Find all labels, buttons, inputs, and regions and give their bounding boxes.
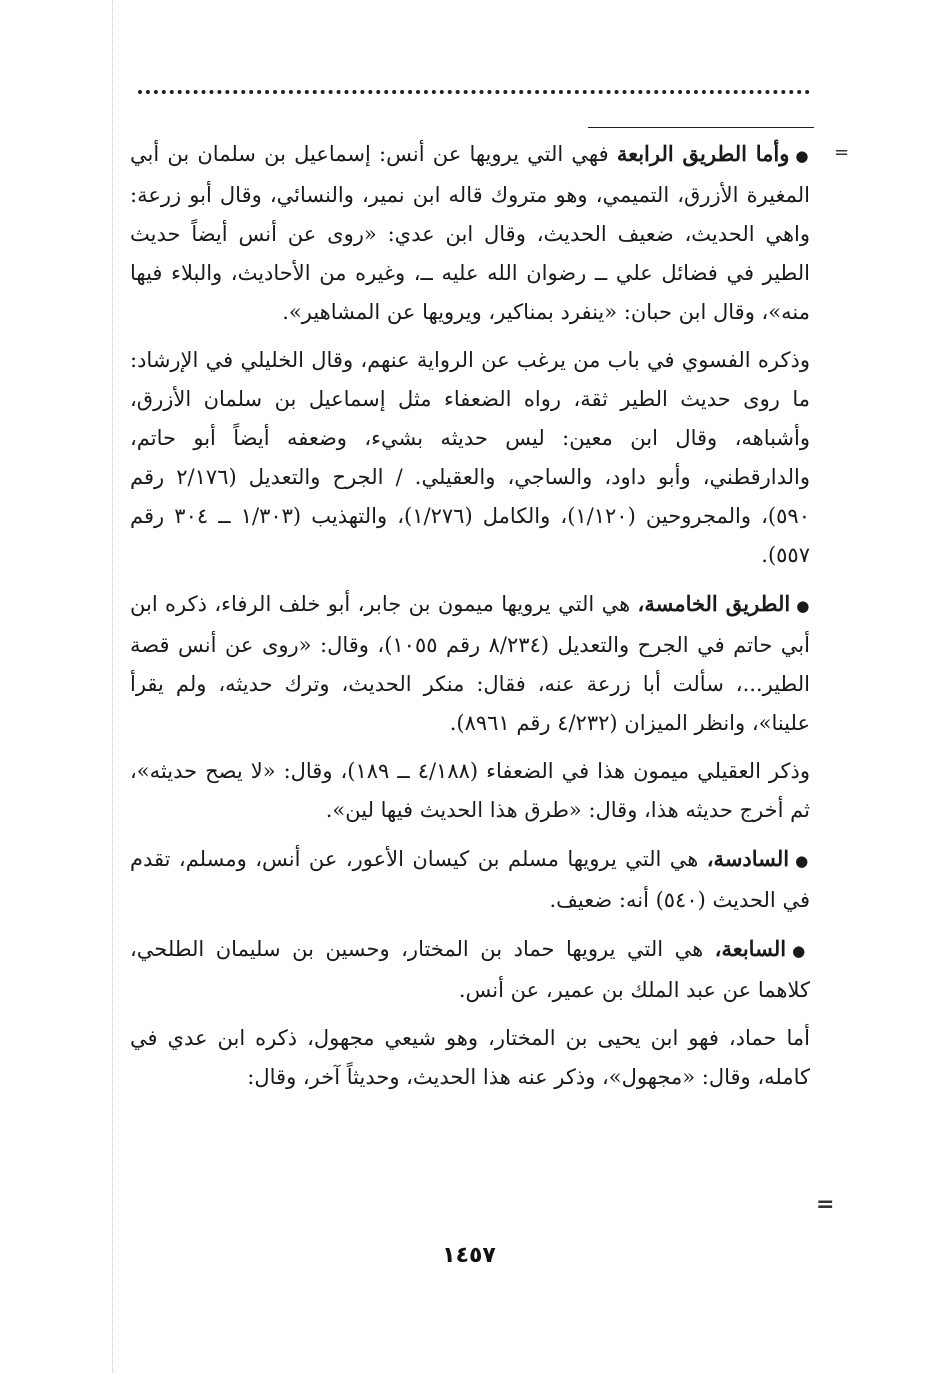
paragraph-text: وذكره الفسوي في باب من يرغب عن الرواية عنهم، وقال الخليلي في الإرشاد: ما روى حديث الطير ثقة، رواه الضعفاء مثل إسماعيل بن سلمان الأزرق، وأشباهه، وقال ابن معين: ليس حديثه بشيء، وضعفه أيضاً أبو حاتم، والدارقطني، وأبو داود، والساجي، والعقيلي. / الجرح والتعديل (٢/١٧٦ رقم ٥٩٠)، والمجروحين (١/١٢٠)، والكامل (١/٢٧٦)، والتهذيب (١/٣٠٣ ــ ٣٠٤ رقم ٥٥٧). (130, 348, 810, 567)
paragraph (130, 1019, 810, 1097)
bullet-icon: ● (795, 852, 810, 870)
paragraph (130, 584, 810, 743)
bullet-icon: ● (795, 147, 810, 165)
paragraph (130, 839, 810, 920)
paragraph-text: أما حماد، فهو ابن يحيى بن المختار، وهو شيعي مجهول، ذكره ابن عدي في كامله، وقال: «مجهول»، وذكر عنه هذا الحديث، وحديثاً آخر، وقال: (130, 1026, 810, 1089)
paragraph-lead: وأما الطريق الرابعة (616, 141, 790, 166)
dotted-separator (138, 90, 810, 94)
bullet-icon: ● (796, 597, 810, 615)
paragraph-text: هي التي يرويها مسلم بن كيسان الأعور، عن أنس، ومسلم، تقدم في الحديث (٥٤٠) أنه: ضعيف. (130, 847, 810, 912)
footnote-rule (588, 127, 814, 128)
paragraph (130, 134, 810, 332)
paragraph (130, 752, 810, 830)
paragraph (130, 929, 810, 1010)
paragraph-text: وذكر العقيلي ميمون هذا في الضعفاء (٤/١٨٨ ــ ١٨٩)، وقال: «لا يصح حديثه»، ثم أخرج حديثه هذا، وقال: «طرق هذا الحديث فيها لين». (130, 759, 811, 822)
paragraph-text: هي التي يرويها حماد بن المختار، وحسين بن سليمان الطلحي، كلاهما عن عبد الملك بن عمير، عن أنس. (130, 937, 810, 1002)
page-fold-line (112, 0, 113, 1373)
margin-mark-top: = (834, 142, 850, 163)
footnote-text (130, 134, 810, 1106)
paragraph-text: فهي التي يرويها عن أنس: إسماعيل بن سلمان بن أبي المغيرة الأزرق، التميمي، وهو متروك قاله ابن نمير، والنسائي، وقال أبو زرعة: واهي الحديث، ضعيف الحديث، وقال ابن عدي: «روى عن أنس أيضاً حديث الطير في فضائل علي ــ رضوان الله عليه ــ، وغيره من الأحاديث، والبلاء فيها منه»، وقال ابن حبان: «ينفرد بمناكير، ويرويها عن المشاهير». (130, 142, 810, 324)
page-number: ١٤٥٧ (442, 1243, 496, 1268)
bullet-icon: ● (792, 942, 810, 960)
paragraph (130, 341, 810, 575)
paragraph-lead: السابعة، (714, 936, 787, 961)
paragraph-text: هي التي يرويها ميمون بن جابر، أبو خلف الرفاء، ذكره ابن أبي حاتم في الجرح والتعديل (٨/٢٣٤ رقم ١٠٥٥)، وقال: «روى عن أنس قصة الطير...، سألت أبا زرعة عنه، فقال: منكر الحديث، وترك حديثه، ولم يقرأ علينا»، وانظر الميزان (٤/٢٣٢ رقم ٨٩٦١). (130, 592, 810, 735)
paragraph-lead: السادسة، (706, 846, 790, 871)
paragraph-lead: الطريق الخامسة، (637, 591, 791, 616)
margin-mark-bottom: = (816, 1192, 835, 1217)
